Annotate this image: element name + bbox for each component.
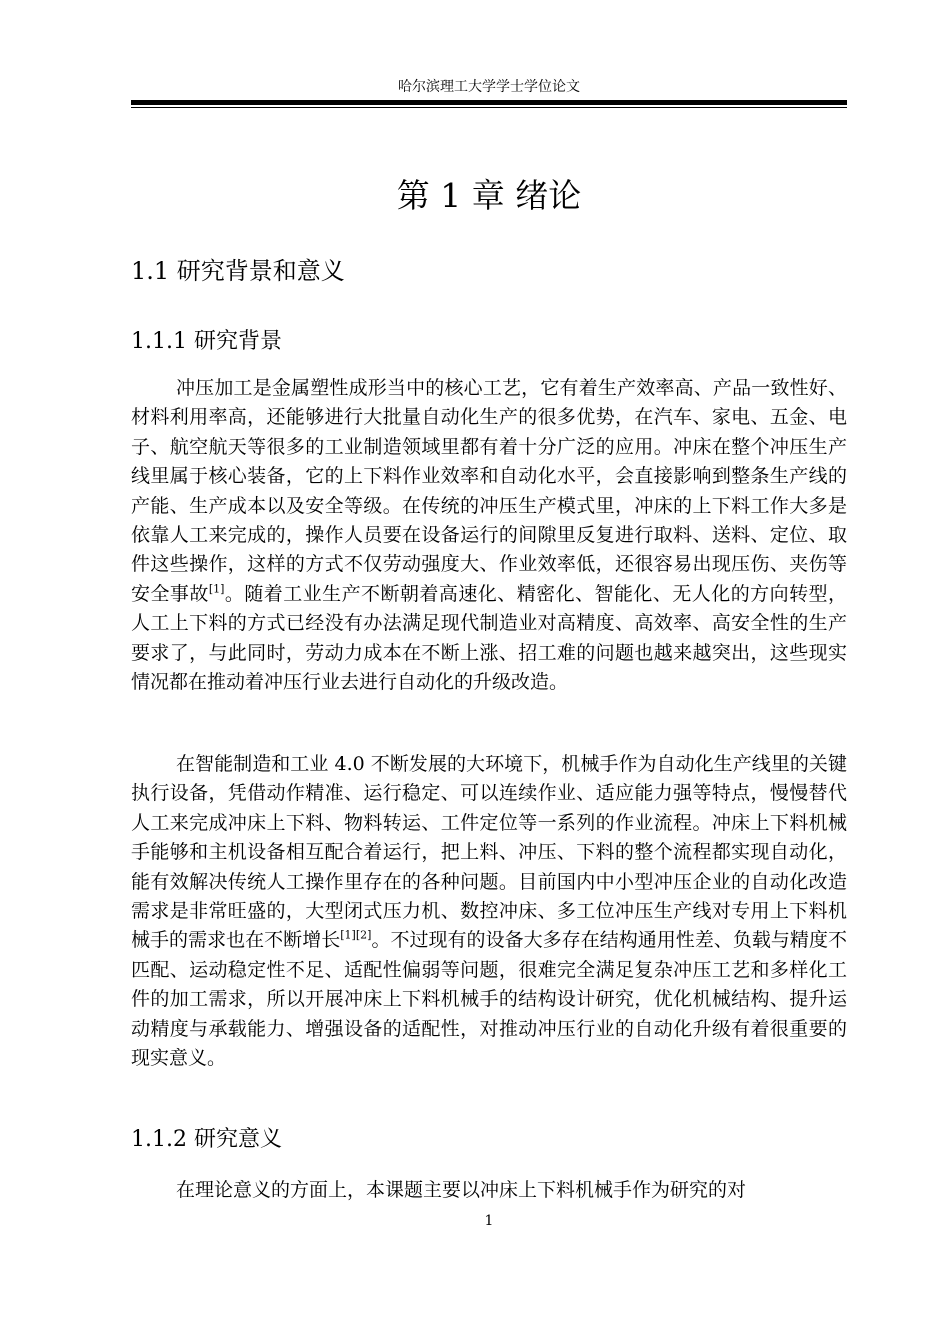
header-rule-thin bbox=[131, 107, 847, 108]
paragraph-text: 。不过现有的设备大多存在结构通用性差、负载与精度不匹配、运动稳定性不足、适配性偏弱等问题，很难完全满足复杂冲压工艺和多样化工件的加工需求，所以开展冲床上下料机械手的结构设计研究，优化机械结构、提升运动精度与承载能力、增强设备的适配性，对推动冲压行业的自动化升级有着很重要的现实意义。 bbox=[131, 929, 847, 1070]
citation-marker: [1] bbox=[208, 582, 225, 596]
paragraph-background-1 bbox=[131, 374, 847, 697]
section-heading: 1.1 研究背景和意义 bbox=[131, 257, 345, 285]
subsection-heading-background: 1.1.1 研究背景 bbox=[131, 329, 282, 354]
paragraph-text: 冲压加工是金属塑性成形当中的核心工艺，它有着生产效率高、产品一致性好、材料利用率高，还能够进行大批量自动化生产的很多优势，在汽车、家电、五金、电子、航空航天等很多的工业制造领域里都有着十分广泛的应用。冲床在整个冲压生产线里属于核心装备，它的上下料作业效率和自动化水平，会直接影响到整条生产线的产能、生产成本以及安全等级。在传统的冲压生产模式里，冲床的上下料工作大多是依靠人工来完成的，操作人员要在设备运行的间隙里反复进行取料、送料、定位、取件这些操作，这样的方式不仅劳动强度大、作业效率低，还很容易出现压伤、夹伤等安全事故 bbox=[131, 377, 847, 605]
page-number: 1 bbox=[484, 1213, 494, 1229]
chapter-title: 第 1 章 绪论 bbox=[396, 176, 582, 215]
paragraph-significance-1: 在理论意义的方面上，本课题主要以冲床上下料机械手作为研究的对 bbox=[176, 1179, 747, 1201]
citation-marker: [1][2] bbox=[340, 929, 372, 943]
paragraph-background-2 bbox=[131, 750, 847, 1073]
subsection-heading-significance: 1.1.2 研究意义 bbox=[131, 1127, 282, 1152]
header-rule-thick bbox=[131, 100, 847, 105]
paragraph-text: 。随着工业生产不断朝着高速化、精密化、智能化、无人化的方向转型，人工上下料的方式已经没有办法满足现代制造业对高精度、高效率、高安全性的生产要求了，与此同时，劳动力成本在不断上涨、招工难的问题也越来越突出，这些现实情况都在推动着冲压行业去进行自动化的升级改造。 bbox=[131, 582, 847, 694]
running-header: 哈尔滨理工大学学士学位论文 bbox=[398, 79, 580, 95]
paragraph-text: 在智能制造和工业 4.0 不断发展的大环境下，机械手作为自动化生产线里的关键执行设备，凭借动作精准、运行稳定、可以连续作业、适应能力强等特点，慢慢替代人工来完成冲床上下料、物料转运、工件定位等一系列的作业流程。冲床上下料机械手能够和主机设备相互配合着运行，把上料、冲压、下料的整个流程都实现自动化，能有效解决传统人工操作里存在的各种问题。目前国内中小型冲压企业的自动化改造需求是非常旺盛的，大型闭式压力机、数控冲床、多工位冲压生产线对专用上下料机械手的需求也在不断增长 bbox=[131, 753, 847, 952]
